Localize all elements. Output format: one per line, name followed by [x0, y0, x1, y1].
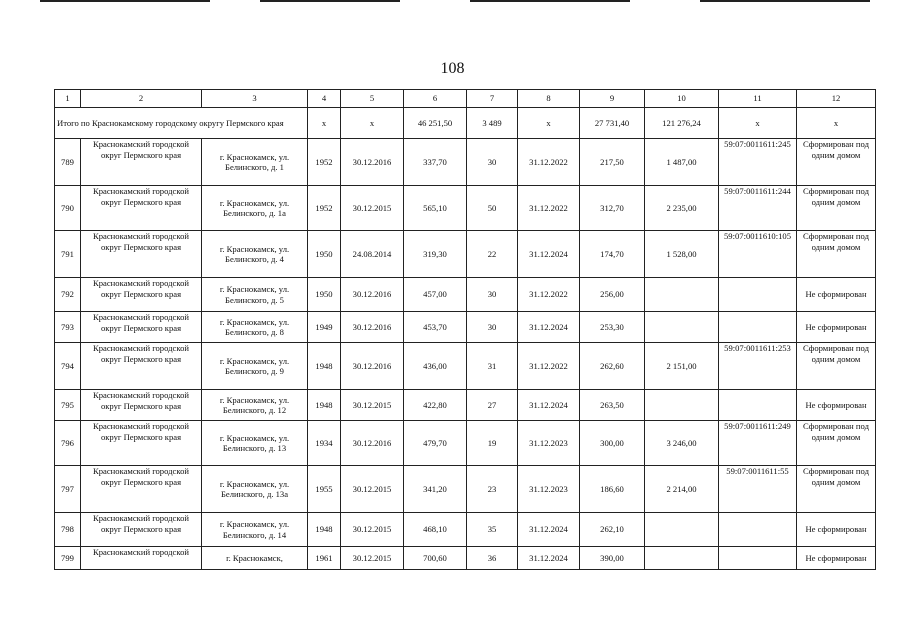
land-area-cell: 2 151,00: [645, 343, 719, 390]
column-number: 1: [55, 90, 81, 108]
address-cell: г. Краснокамск, ул. Белинского, д. 5: [202, 278, 308, 312]
row-number-cell: 789: [55, 139, 81, 186]
column-number: 4: [308, 90, 341, 108]
status-cell: Сформирован под одним домом: [797, 231, 876, 278]
column-number: 9: [580, 90, 645, 108]
year-cell: 1952: [308, 139, 341, 186]
cadastral-number-cell: [719, 390, 797, 421]
column-number: 12: [797, 90, 876, 108]
status-cell: Не сформирован: [797, 547, 876, 570]
planned-date-cell: 31.12.2024: [518, 513, 580, 547]
table-row: [55, 466, 876, 513]
column-number: 2: [81, 90, 202, 108]
square-cell: 174,70: [580, 231, 645, 278]
planned-date-cell: 31.12.2024: [518, 547, 580, 570]
area-cell: 341,20: [404, 466, 467, 513]
count-cell: 31: [467, 343, 518, 390]
address-cell: г. Краснокамск, ул. Белинского, д. 8: [202, 312, 308, 343]
owner-cell: Краснокамский городской округ Пермского края: [81, 139, 202, 186]
cadastral-number-cell: [719, 513, 797, 547]
top-border-line-3: [470, 0, 630, 2]
land-area-cell: 2 214,00: [645, 466, 719, 513]
top-border-line-4: [700, 0, 870, 2]
column-number: 11: [719, 90, 797, 108]
owner-cell: Краснокамский городской округ Пермского края: [81, 278, 202, 312]
table-row: [55, 547, 876, 570]
table-row: [55, 390, 876, 421]
address-cell: г. Краснокамск, ул. Белинского, д. 9: [202, 343, 308, 390]
planned-date-cell: 31.12.2022: [518, 278, 580, 312]
count-cell: 22: [467, 231, 518, 278]
planned-date-cell: 31.12.2022: [518, 343, 580, 390]
owner-cell: Краснокамский городской: [81, 547, 202, 570]
land-area-cell: [645, 390, 719, 421]
count-cell: 30: [467, 278, 518, 312]
cadastral-number-cell: 59:07:0011611:245: [719, 139, 797, 186]
column-number: 3: [202, 90, 308, 108]
year-cell: 1948: [308, 513, 341, 547]
total-label: Итого по Краснокамскому городскому округу Пермского края: [55, 108, 308, 139]
column-number: 10: [645, 90, 719, 108]
total-cell: x: [308, 108, 341, 139]
year-cell: 1955: [308, 466, 341, 513]
square-cell: 300,00: [580, 421, 645, 466]
date-cell: 30.12.2016: [341, 278, 404, 312]
housing-table: [54, 89, 876, 570]
column-number: 5: [341, 90, 404, 108]
year-cell: 1948: [308, 390, 341, 421]
square-cell: 312,70: [580, 186, 645, 231]
status-cell: Не сформирован: [797, 278, 876, 312]
land-area-cell: [645, 547, 719, 570]
cadastral-number-cell: [719, 547, 797, 570]
cadastral-number-cell: 59:07:0011611:253: [719, 343, 797, 390]
total-cell: x: [797, 108, 876, 139]
land-area-cell: 1 487,00: [645, 139, 719, 186]
row-number-cell: 798: [55, 513, 81, 547]
count-cell: 27: [467, 390, 518, 421]
date-cell: 30.12.2016: [341, 139, 404, 186]
owner-cell: Краснокамский городской округ Пермского края: [81, 513, 202, 547]
count-cell: 23: [467, 466, 518, 513]
total-cell: x: [719, 108, 797, 139]
address-cell: г. Краснокамск, ул. Белинского, д. 12: [202, 390, 308, 421]
table-row: [55, 513, 876, 547]
total-cell: x: [518, 108, 580, 139]
square-cell: 263,50: [580, 390, 645, 421]
square-cell: 217,50: [580, 139, 645, 186]
area-cell: 453,70: [404, 312, 467, 343]
area-cell: 319,30: [404, 231, 467, 278]
planned-date-cell: 31.12.2024: [518, 231, 580, 278]
table-row: [55, 343, 876, 390]
address-cell: г. Краснокамск,: [202, 547, 308, 570]
total-cell: 3 489: [467, 108, 518, 139]
area-cell: 468,10: [404, 513, 467, 547]
year-cell: 1950: [308, 278, 341, 312]
area-cell: 457,00: [404, 278, 467, 312]
date-cell: 30.12.2015: [341, 547, 404, 570]
area-cell: 422,80: [404, 390, 467, 421]
date-cell: 30.12.2016: [341, 421, 404, 466]
square-cell: 186,60: [580, 466, 645, 513]
year-cell: 1948: [308, 343, 341, 390]
total-cell: 27 731,40: [580, 108, 645, 139]
row-number-cell: 796: [55, 421, 81, 466]
planned-date-cell: 31.12.2022: [518, 186, 580, 231]
year-cell: 1934: [308, 421, 341, 466]
address-cell: г. Краснокамск, ул. Белинского, д. 4: [202, 231, 308, 278]
count-cell: 30: [467, 139, 518, 186]
status-cell: Сформирован под одним домом: [797, 186, 876, 231]
planned-date-cell: 31.12.2023: [518, 466, 580, 513]
year-cell: 1952: [308, 186, 341, 231]
column-number: 7: [467, 90, 518, 108]
row-number-cell: 797: [55, 466, 81, 513]
date-cell: 30.12.2015: [341, 466, 404, 513]
count-cell: 36: [467, 547, 518, 570]
address-cell: г. Краснокамск, ул. Белинского, д. 13а: [202, 466, 308, 513]
status-cell: Сформирован под одним домом: [797, 421, 876, 466]
planned-date-cell: 31.12.2024: [518, 390, 580, 421]
top-border-line-2: [260, 0, 400, 2]
status-cell: Сформирован под одним домом: [797, 139, 876, 186]
square-cell: 256,00: [580, 278, 645, 312]
row-number-cell: 799: [55, 547, 81, 570]
table-row: [55, 231, 876, 278]
owner-cell: Краснокамский городской округ Пермского края: [81, 466, 202, 513]
status-cell: Не сформирован: [797, 390, 876, 421]
row-number-cell: 795: [55, 390, 81, 421]
square-cell: 390,00: [580, 547, 645, 570]
status-cell: Не сформирован: [797, 312, 876, 343]
owner-cell: Краснокамский городской округ Пермского края: [81, 312, 202, 343]
cadastral-number-cell: 59:07:0011611:249: [719, 421, 797, 466]
date-cell: 24.08.2014: [341, 231, 404, 278]
table-row: [55, 278, 876, 312]
owner-cell: Краснокамский городской округ Пермского края: [81, 343, 202, 390]
column-number: 8: [518, 90, 580, 108]
date-cell: 30.12.2016: [341, 312, 404, 343]
date-cell: 30.12.2015: [341, 390, 404, 421]
row-number-cell: 794: [55, 343, 81, 390]
land-area-cell: [645, 278, 719, 312]
status-cell: Не сформирован: [797, 513, 876, 547]
land-area-cell: 3 246,00: [645, 421, 719, 466]
owner-cell: Краснокамский городской округ Пермского края: [81, 421, 202, 466]
cadastral-number-cell: 59:07:0011611:244: [719, 186, 797, 231]
year-cell: 1961: [308, 547, 341, 570]
column-number: 6: [404, 90, 467, 108]
area-cell: 700,60: [404, 547, 467, 570]
count-cell: 30: [467, 312, 518, 343]
planned-date-cell: 31.12.2023: [518, 421, 580, 466]
date-cell: 30.12.2015: [341, 186, 404, 231]
date-cell: 30.12.2015: [341, 513, 404, 547]
table-row: [55, 139, 876, 186]
area-cell: 337,70: [404, 139, 467, 186]
count-cell: 35: [467, 513, 518, 547]
cadastral-number-cell: 59:07:0011611:55: [719, 466, 797, 513]
owner-cell: Краснокамский городской округ Пермского края: [81, 186, 202, 231]
planned-date-cell: 31.12.2024: [518, 312, 580, 343]
top-border-line-1: [40, 0, 210, 2]
land-area-cell: 2 235,00: [645, 186, 719, 231]
address-cell: г. Краснокамск, ул. Белинского, д. 14: [202, 513, 308, 547]
square-cell: 262,60: [580, 343, 645, 390]
area-cell: 436,00: [404, 343, 467, 390]
owner-cell: Краснокамский городской округ Пермского края: [81, 231, 202, 278]
area-cell: 565,10: [404, 186, 467, 231]
area-cell: 479,70: [404, 421, 467, 466]
row-number-cell: 793: [55, 312, 81, 343]
address-cell: г. Краснокамск, ул. Белинского, д. 1а: [202, 186, 308, 231]
land-area-cell: [645, 513, 719, 547]
table-row: [55, 312, 876, 343]
total-row: [55, 108, 876, 139]
land-area-cell: [645, 312, 719, 343]
address-cell: г. Краснокамск, ул. Белинского, д. 1: [202, 139, 308, 186]
table-row: [55, 421, 876, 466]
cadastral-number-cell: 59:07:0011610:105: [719, 231, 797, 278]
total-cell: 121 276,24: [645, 108, 719, 139]
count-cell: 19: [467, 421, 518, 466]
date-cell: 30.12.2016: [341, 343, 404, 390]
row-number-cell: 790: [55, 186, 81, 231]
status-cell: Сформирован под одним домом: [797, 466, 876, 513]
column-number-row: [55, 90, 876, 108]
cadastral-number-cell: [719, 278, 797, 312]
total-cell: x: [341, 108, 404, 139]
row-number-cell: 792: [55, 278, 81, 312]
page-number: 108: [440, 60, 465, 77]
owner-cell: Краснокамский городской округ Пермского края: [81, 390, 202, 421]
land-area-cell: 1 528,00: [645, 231, 719, 278]
year-cell: 1949: [308, 312, 341, 343]
status-cell: Сформирован под одним домом: [797, 343, 876, 390]
cadastral-number-cell: [719, 312, 797, 343]
total-cell: 46 251,50: [404, 108, 467, 139]
square-cell: 262,10: [580, 513, 645, 547]
table-row: [55, 186, 876, 231]
address-cell: г. Краснокамск, ул. Белинского, д. 13: [202, 421, 308, 466]
count-cell: 50: [467, 186, 518, 231]
square-cell: 253,30: [580, 312, 645, 343]
row-number-cell: 791: [55, 231, 81, 278]
year-cell: 1950: [308, 231, 341, 278]
planned-date-cell: 31.12.2022: [518, 139, 580, 186]
